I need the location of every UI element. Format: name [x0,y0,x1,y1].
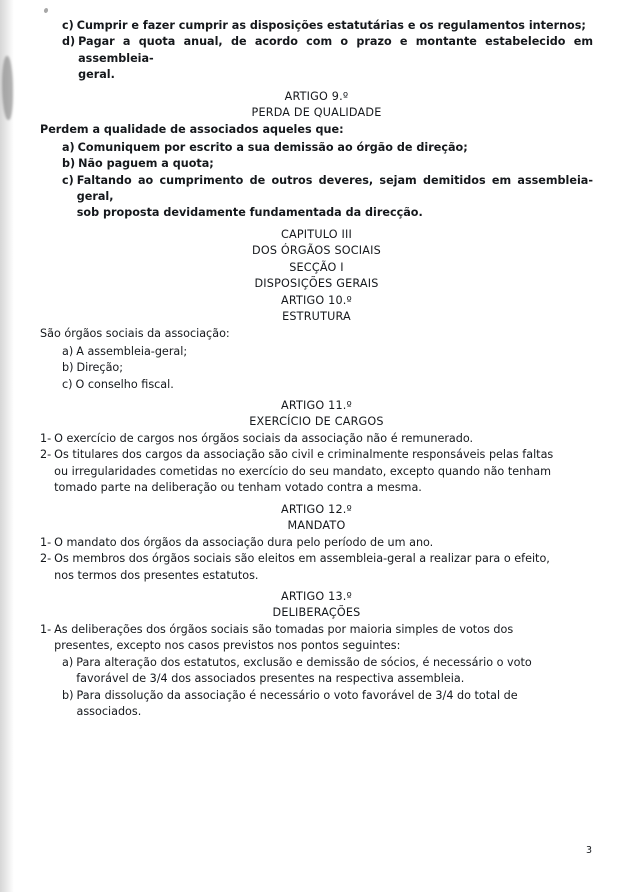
list-item [40,447,593,496]
list-item-marker: a) [62,655,74,669]
list-item-line: Os titulares dos cargos da associação são civil e criminalmente responsáveis pelas faltas [54,448,554,462]
list-item-text [54,431,593,447]
list-item-marker: c) [62,377,73,391]
list-item-line: tomado parte na deliberação ou tenham votado contra a mesma. [54,481,422,495]
list-item-line: O exercício de cargos nos órgãos sociais da associação não é remunerado. [54,431,474,445]
list-item-text [77,18,593,34]
list-item-line: ou irregularidades cometidas no exercício do seu mandato, excepto quando não tenham [54,464,552,478]
list-item-line: As deliberações dos órgãos sociais são tomadas por maioria simples de votos dos [54,622,514,636]
list-item-text [54,622,593,655]
list-item-line: Direção; [76,361,124,375]
list-item-line: Para alteração dos estatutos, exclusão e demissão de sócios, é necessário o voto [76,655,532,669]
list-item [40,688,593,721]
section-heading: SECÇÃO I [289,260,344,274]
list-item [40,377,593,393]
page-number: 3 [585,845,592,856]
list-item [40,622,593,655]
section-heading: ESTRUTURA [282,310,351,324]
list-item [40,34,593,83]
section-heading: EXERCÍCIO DE CARGOS [249,415,384,429]
list-item-line: geral. [78,68,115,82]
list-item [40,18,593,34]
list-item-line: Pagar a quota anual, de acordo com o prazo e montante estabelecido em assembleia- [78,35,593,65]
list-item-line: Faltando ao cumprimento de outros deveres, sejam demitidos em assembleia-geral, [76,173,593,204]
section-heading: ARTIGO 9.º [284,89,349,103]
list-item [40,551,593,584]
list-item-text [76,360,593,376]
list-item-line: presentes, excepto nos casos previstos nos pontos seguintes: [54,639,401,653]
list-item-text [76,377,593,393]
list-item-marker: 2- [40,552,52,566]
list-item-marker: a) [62,344,74,358]
list-item-text [76,655,593,688]
section-heading: DISPOSIÇÕES GERAIS [254,277,379,291]
list-item-text [78,140,593,156]
list-item-line: Não paguem a quota; [78,157,214,171]
list-item-marker: 1- [40,431,52,445]
list-item-line: A assembleia-geral; [76,344,188,358]
list-item-line: Cumprir e fazer cumprir as disposições estatutárias e os regulamentos internos; [76,19,586,32]
list-item-marker: a) [62,140,75,154]
list-item-line: associados. [76,705,142,719]
scan-speck-icon [43,7,48,13]
list-item-marker: d) [62,35,76,49]
list-item [40,344,593,360]
list-item-marker: b) [62,361,74,375]
list-item-text [54,535,593,551]
list-item-marker: 1- [40,535,52,549]
list-item-line: nos termos dos presentes estatutos. [54,568,259,582]
list-item [40,156,593,172]
list-item-marker: c) [62,19,74,32]
list-item-marker: b) [62,157,76,171]
list-item-text [76,688,593,721]
list-item-text [76,344,593,360]
list-item-line: O conselho fiscal. [75,377,174,391]
list-item [40,173,593,222]
list-item-marker: c) [62,173,74,187]
list-item-marker: 2- [40,448,52,462]
list-item-line: sob proposta devidamente fundamentada da direcção. [76,206,423,220]
section-heading: DOS ÓRGÃOS SOCIAIS [252,244,381,258]
list-item-text [54,551,593,584]
paragraph: Perdem a qualidade de associados aqueles que: [40,122,344,136]
paragraph: São órgãos sociais da associação: [40,326,230,340]
list-item-text [77,173,593,222]
list-item [40,360,593,376]
section-heading: CAPITULO III [280,227,353,241]
section-heading: PERDA DE QUALIDADE [251,106,382,120]
list-item-line: O mandato dos órgãos da associação dura pelo período de um ano. [54,535,434,549]
document-body [40,18,593,721]
section-heading: ARTIGO 12.º [280,502,353,516]
scan-smudge-icon [2,56,13,120]
list-item-line: favorável de 3/4 dos associados presentes na respectiva assembleia. [76,672,465,686]
list-item [40,431,593,447]
section-heading: ARTIGO 10.º [280,293,353,307]
list-item-marker: b) [62,688,74,702]
list-item-line: Os membros dos órgãos sociais são eleitos em assembleia-geral a realizar para o efeito, [54,552,550,566]
section-heading: ARTIGO 13.º [280,589,353,603]
list-item-text [78,34,593,83]
list-item [40,535,593,551]
list-item-text [78,156,593,172]
section-heading: ARTIGO 11.º [280,398,353,412]
list-item [40,140,593,156]
scan-edge-artifact [0,0,14,892]
list-item-marker: 1- [40,622,52,636]
list-item-line: Para dissolução da associação é necessário o voto favorável de 3/4 do total de [76,688,518,702]
list-item-line: Comuniquem por escrito a sua demissão ao órgão de direção; [77,140,468,154]
section-heading: MANDATO [287,519,346,533]
section-heading: DELIBERAÇÕES [272,606,361,620]
list-item [40,655,593,688]
list-item-text [54,447,593,496]
